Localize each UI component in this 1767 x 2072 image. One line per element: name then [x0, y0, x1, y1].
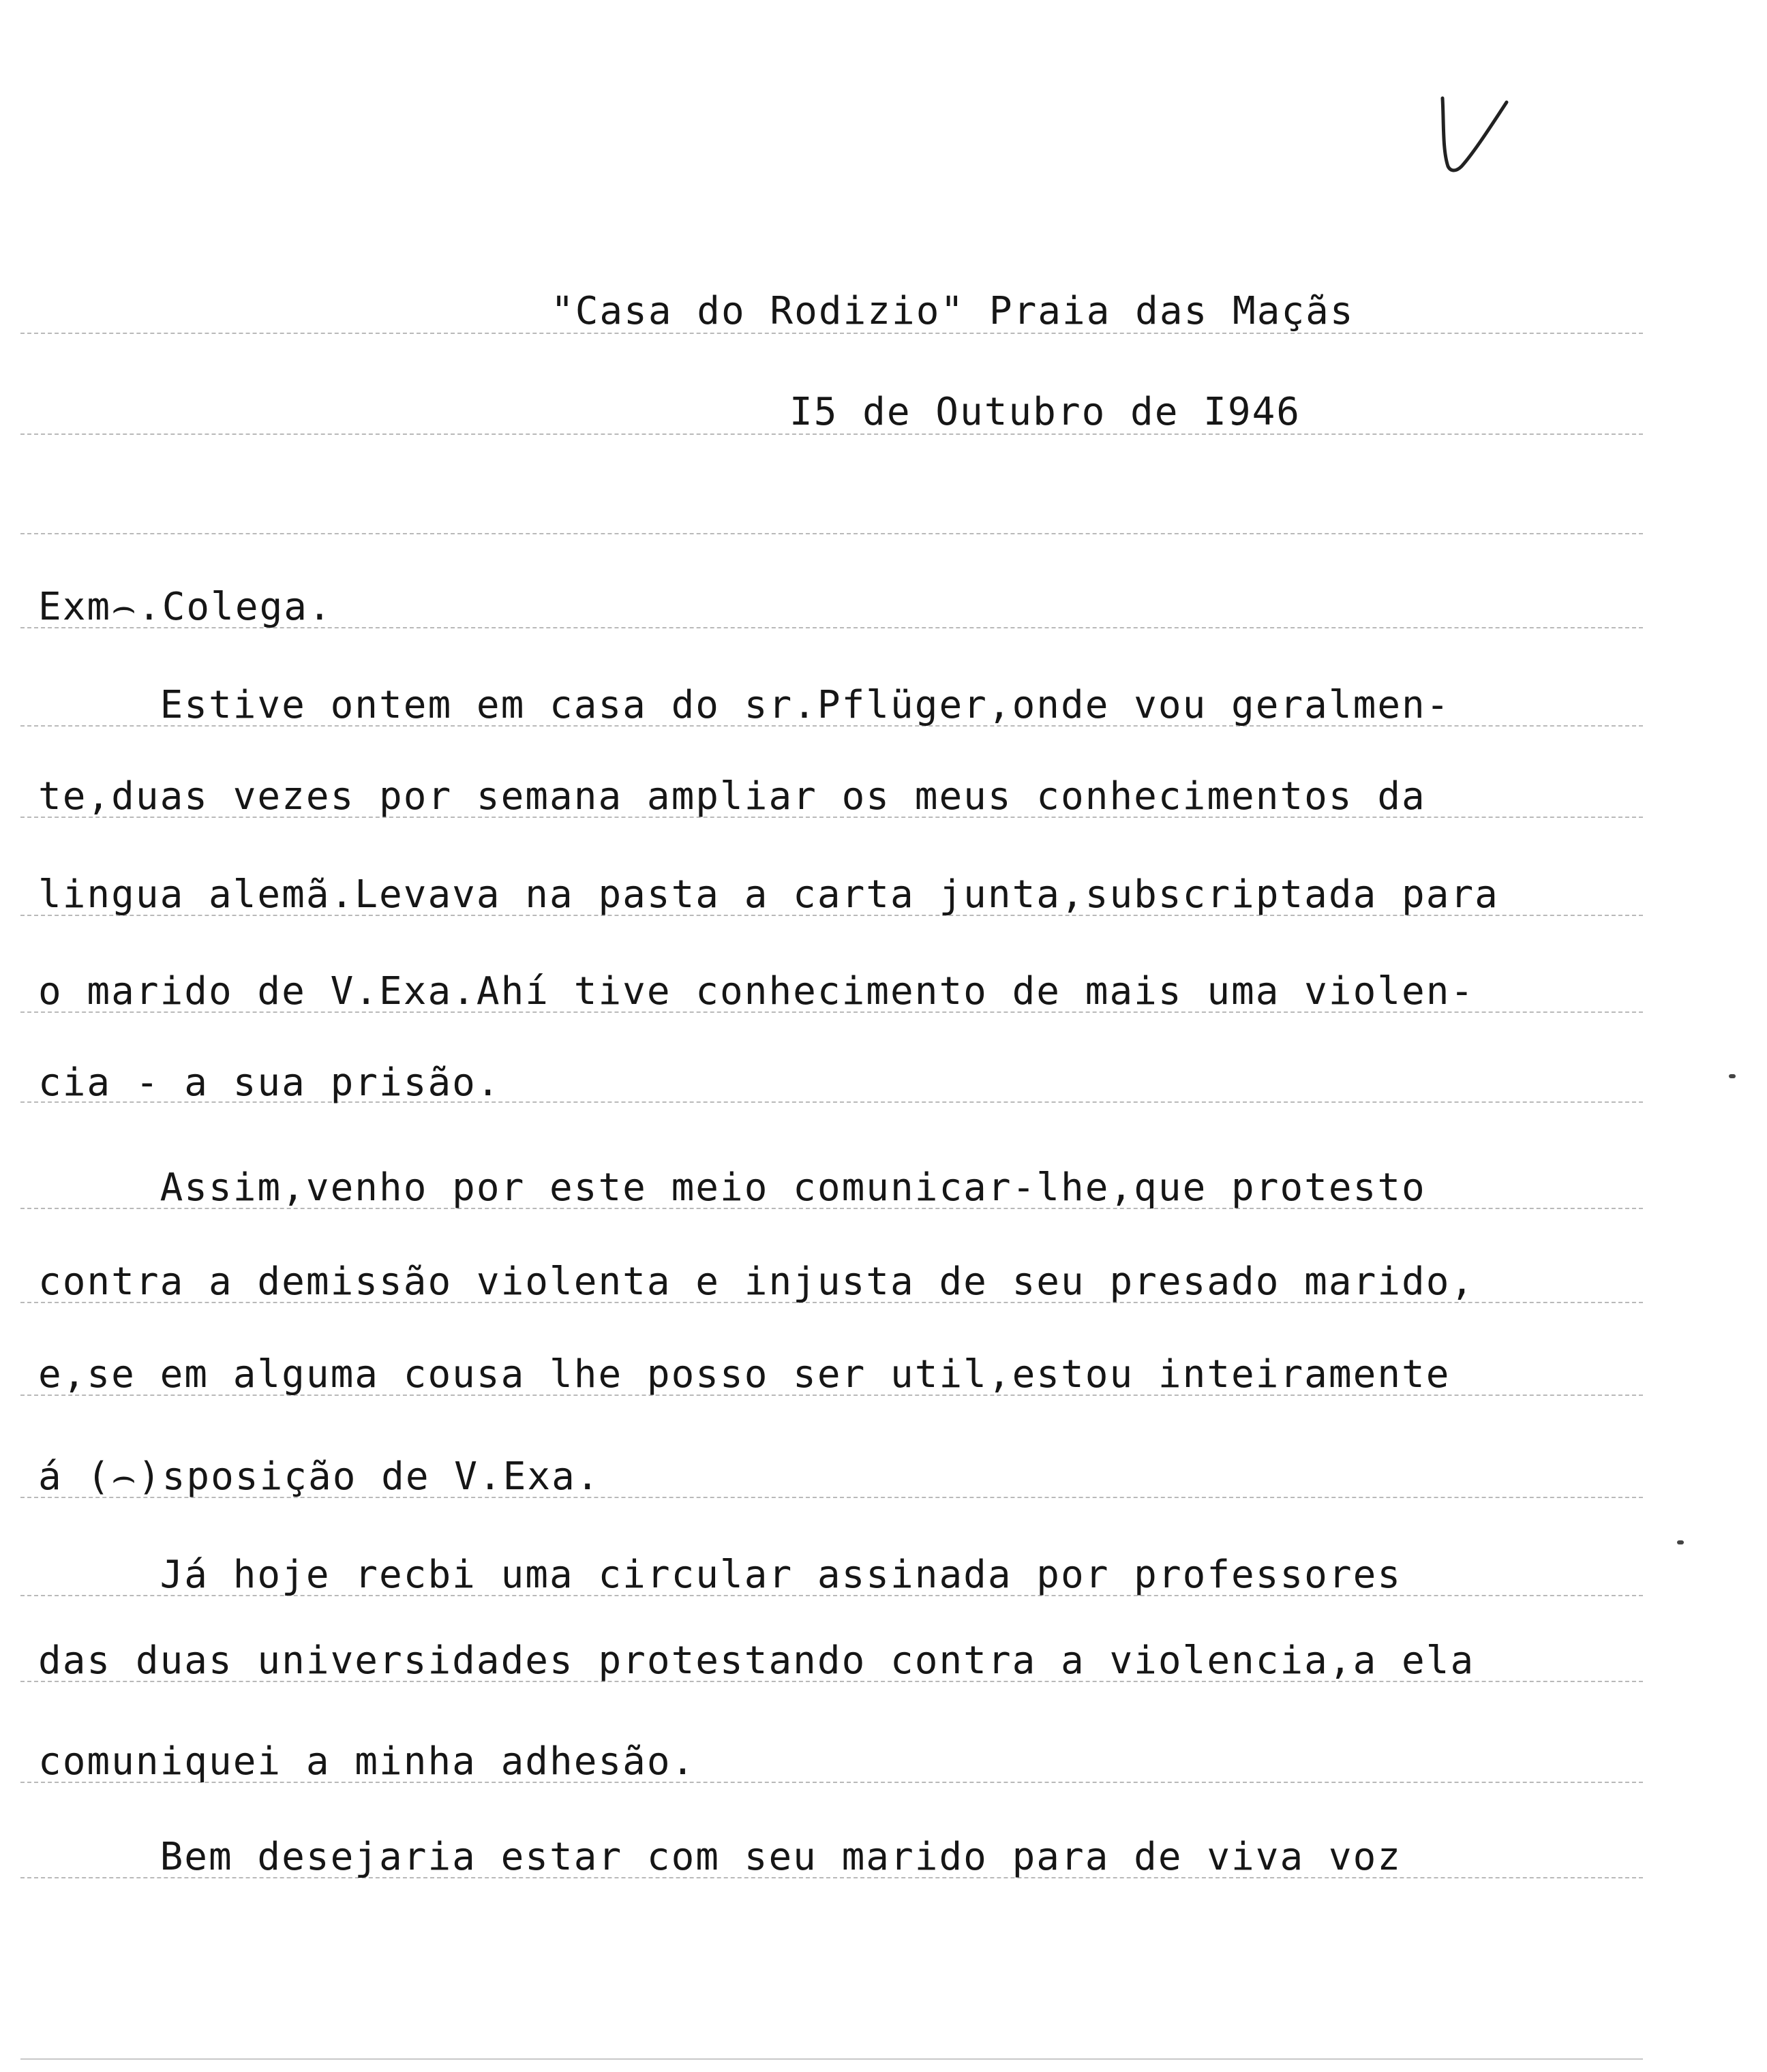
body-line: e,se em alguma cousa lhe posso ser util,estou inteiramente: [38, 1352, 1451, 1397]
salutation: Exm⌢.Colega.: [38, 585, 333, 629]
body-line: Bem desejaria estar com seu marido para de viva voz: [38, 1835, 1402, 1879]
body-line: comuniquei a minha adhesão.: [38, 1739, 696, 1784]
ink-speck: [1677, 1540, 1684, 1544]
body-line: te,duas vezes por semana ampliar os meus conhecimentos da: [38, 774, 1426, 819]
ruled-line: [20, 2058, 1643, 2060]
body-line: das duas universidades protestando contra a violencia,a ela: [38, 1639, 1475, 1683]
body-line: contra a demissão violenta e injusta de seu presado marido,: [38, 1260, 1475, 1304]
handwritten-check-icon: [1438, 95, 1513, 177]
body-line: o marido de V.Exa.Ahí tive conhecimento de mais uma violen-: [38, 969, 1475, 1014]
ink-speck: [1729, 1074, 1736, 1078]
body-line: Assim,venho por este meio comunicar-lhe,que protesto: [38, 1166, 1426, 1210]
ruled-line: [20, 533, 1643, 534]
body-line: á (⌢)sposição de V.Exa.: [38, 1454, 601, 1499]
letter-date: I5 de Outubro de I946: [789, 390, 1301, 434]
body-line: cia - a sua prisão.: [38, 1061, 501, 1105]
body-line: Já hoje recbi uma circular assinada por professores: [38, 1553, 1402, 1597]
letter-place: "Casa do Rodizio" Praia das Maçãs: [551, 289, 1355, 333]
body-line: lingua alemã.Levava na pasta a carta junta,subscriptada para: [38, 872, 1499, 917]
body-line: Estive ontem em casa do sr.Pflüger,onde vou geralmen-: [38, 683, 1451, 727]
